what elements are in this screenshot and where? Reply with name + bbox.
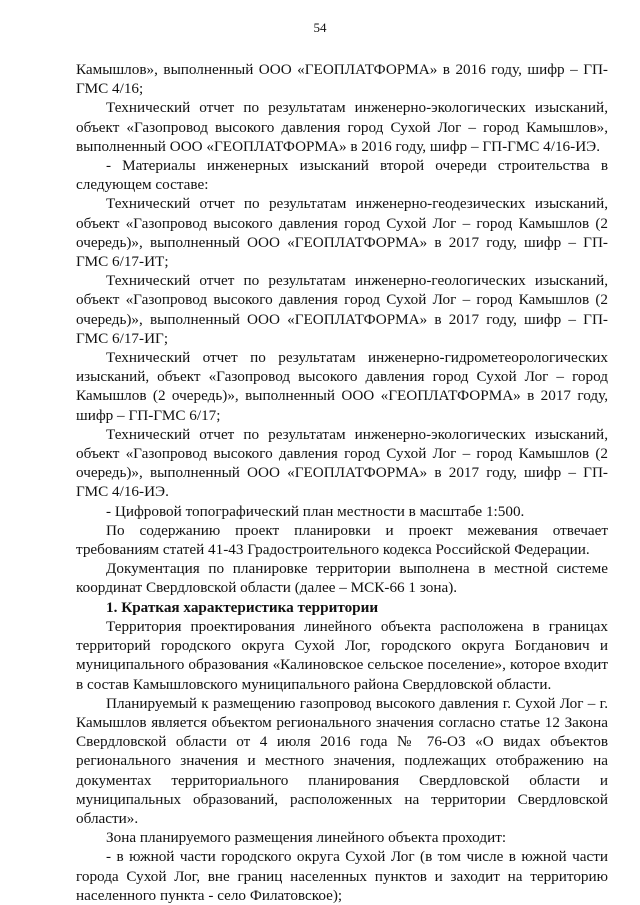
paragraph: По содержанию проект планировки и проект межевания отвечает требованиям статей 41-43 Градостроительного кодекса Российской Федерации. <box>76 521 608 559</box>
section-paragraph: Зона планируемого размещения линейного объекта проходит: <box>106 829 507 847</box>
section-paragraph: Территория проектирования линейного объекта расположена в границах территорий городского округа Сухой Лог, городского округа Богданович и муниципального образования «Калиновское сельское поселение», которое входит в состав Камышловского муниципального района Свердловской области. <box>76 617 608 693</box>
paragraph: Технический отчет по результатам инженерно-экологических изысканий, объект «Газопровод высокого давления город Сухой Лог – город Камышлов (2 очередь)», выполненный ООО «ГЕОПЛАТФОРМА» в 2017 году, шифр – ГП-ГМС 4/16-ИЭ. <box>76 425 608 501</box>
paragraph: Камышлов», выполненный ООО «ГЕОПЛАТФОРМА» в 2016 году, шифр – ГП-ГМС 4/16; <box>76 61 608 98</box>
section-paragraph: Планируемый к размещению газопровод высокого давления г. Сухой Лог – г. Камышлов является объектом регионального значения согласно статье 12 Закона Свердловской области от 4 июля 2016 года № 76-ОЗ «О видах объектов регионального значения и местного значения, подлежащих отображению на документах территориального планирования Свердловской области и муниципальных образований, расположенных на территории Свердловской области». <box>76 694 608 827</box>
paragraph: Технический отчет по результатам инженерно-геологических изысканий, объект «Газопровод высокого давления город Сухой Лог – город Камышлов (2 очередь)», выполненный ООО «ГЕОПЛАТФОРМА» в 2017 году, шифр – ГП-ГМС 6/17-ИГ; <box>76 272 608 347</box>
paragraph: Технический отчет по результатам инженерно-экологических изысканий, объект «Газопровод высокого давления город Сухой Лог – город Камышлов», выполненный ООО «ГЕОПЛАТФОРМА» в 2016 году, шифр – ГП-ГМС 4/16-ИЭ. <box>76 99 608 155</box>
paragraph: Технический отчет по результатам инженерно-геодезических изысканий, объект «Газопровод высокого давления город Сухой Лог – город Камышлов (2 очередь)», выполненный ООО «ГЕОПЛАТФОРМА» в 2017 году, шифр – ГП-ГМС 6/17-ИТ; <box>76 195 608 271</box>
paragraph: Технический отчет по результатам инженерно-гидрометеорологических изысканий, объект «Газопровод высокого давления город Сухой Лог – город Камышлов (2 очередь)», выполненный ООО «ГЕОПЛАТФОРМА» в 2017 году, шифр – ГП-ГМС 6/17; <box>76 349 608 424</box>
paragraph: - Цифровой топографический план местности в масштабе 1:500. <box>106 502 525 520</box>
paragraph: - Материалы инженерных изысканий второй очереди строительства в следующем составе: <box>76 157 608 194</box>
paragraph: Документация по планировке территории выполнена в местной системе координат Свердловской области (далее – МСК-66 1 зона). <box>76 560 608 597</box>
section-heading: 1. Краткая характеристика территории <box>106 598 379 616</box>
page-body <box>76 60 608 905</box>
section-paragraph: - в южной части городского округа Сухой Лог (в том числе в южной части города Сухой Лог, вне границ населенных пунктов и заходит на территорию населенного пункта - село Филатовское); <box>76 848 608 904</box>
page-number: 54 <box>313 20 327 35</box>
